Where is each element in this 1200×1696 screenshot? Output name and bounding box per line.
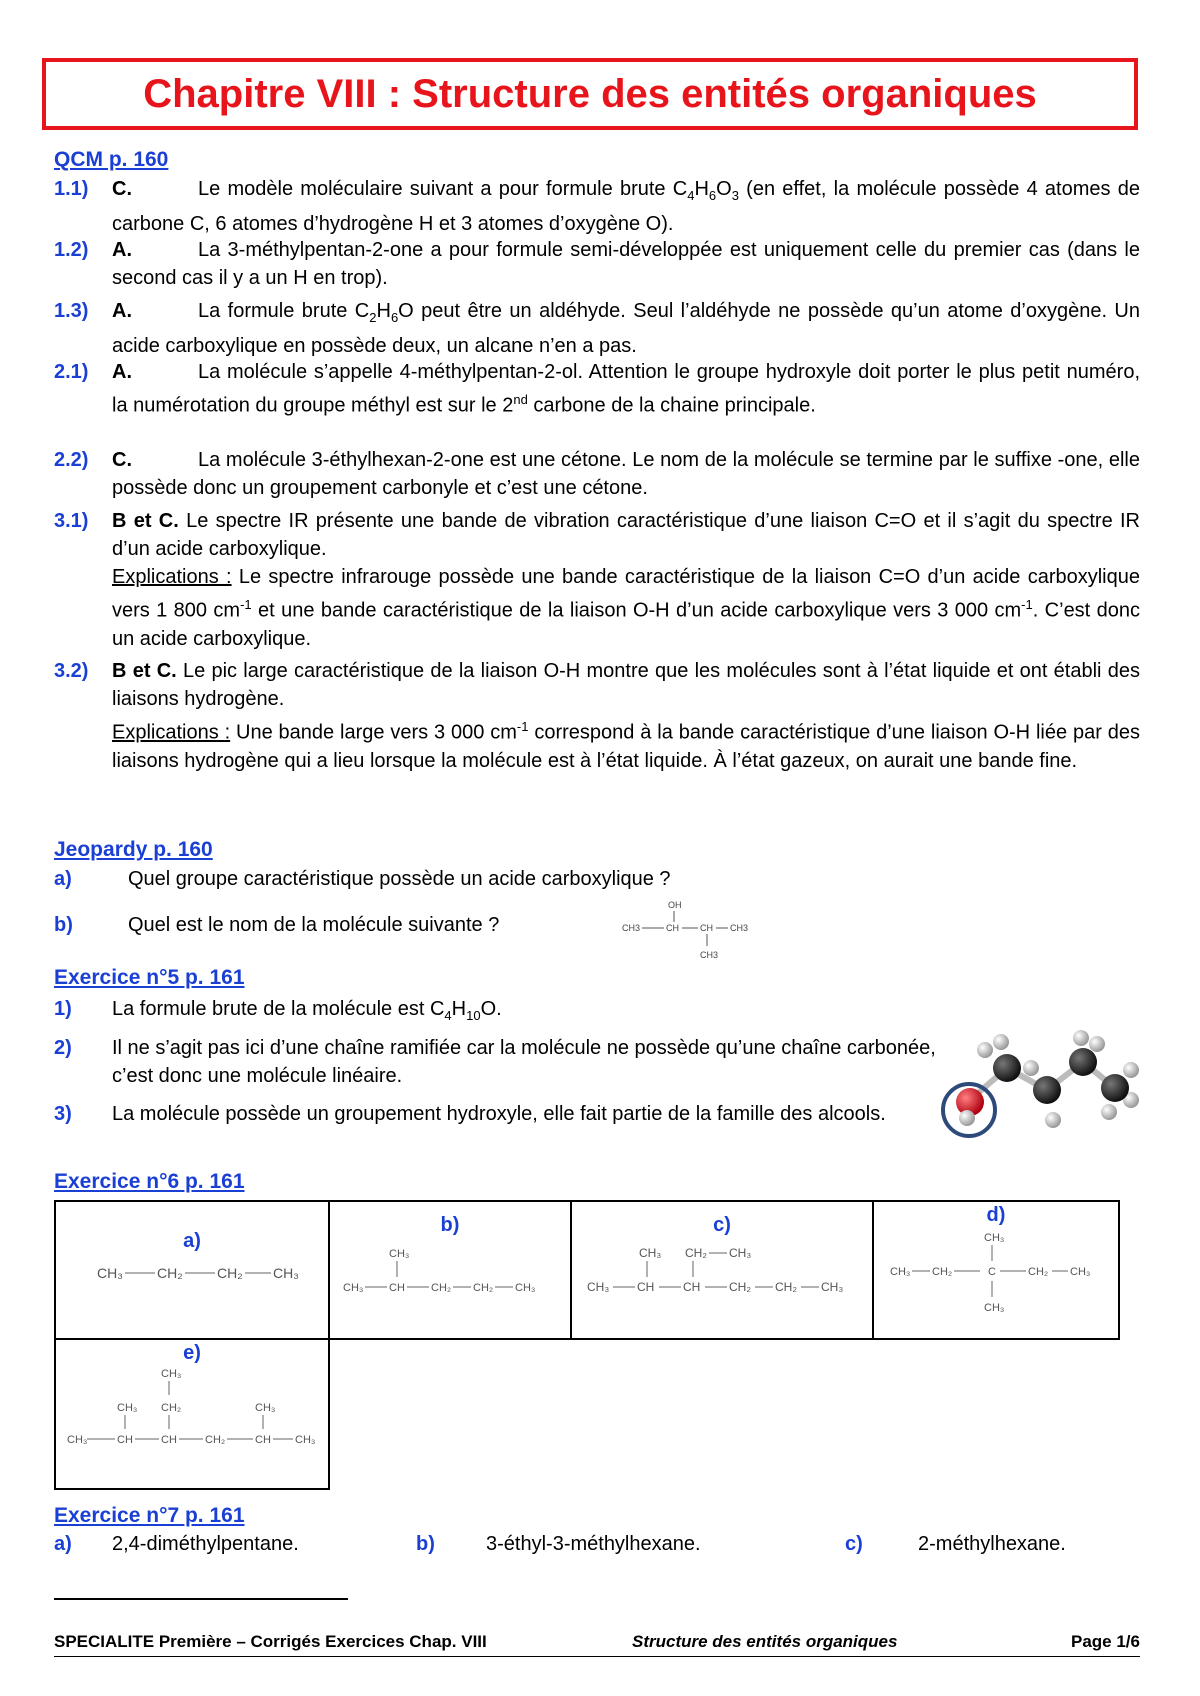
svg-text:CH: CH — [255, 1434, 271, 1446]
ch3-label: CH3 — [700, 950, 719, 960]
item-number: 1) — [54, 998, 72, 1020]
item-text: et une bande caractéristique de la liaison O-H d’un acide carboxylique vers 3 000 cm — [251, 599, 1022, 622]
svg-text:CH₂: CH₂ — [729, 1280, 751, 1294]
sub: 4 — [444, 1008, 452, 1023]
svg-text:CH: CH — [683, 1280, 701, 1294]
svg-text:CH₂: CH₂ — [205, 1434, 226, 1446]
svg-text:CH₂: CH₂ — [1028, 1266, 1049, 1278]
item-number: 3.2) — [54, 660, 89, 682]
item-text: . C’est donc un acide carboxylique. — [112, 599, 1140, 650]
ch-label: CH — [666, 923, 679, 933]
ex7-a-label: a) — [54, 1533, 72, 1555]
chapter-title-box — [42, 58, 1138, 130]
item-answer: A. — [112, 361, 132, 383]
ex7-c-text: 2-méthylhexane. — [918, 1533, 1066, 1555]
qcm-item-2-1 — [54, 358, 1140, 420]
oh-label: OH — [668, 900, 682, 910]
item-text: O — [716, 178, 732, 200]
item-text: Le spectre IR présente une bande de vibration caractéristique d’une liaison C=O et il s’agit du spectre IR d’un acide carboxylique. — [112, 510, 1140, 560]
ch-label: CH — [700, 923, 713, 933]
cell-label: c) — [713, 1214, 731, 1236]
ex7-c-label: c) — [845, 1533, 863, 1555]
qcm-item-1-2 — [54, 236, 1140, 292]
cell-label: a) — [183, 1230, 201, 1252]
jeopardy-a-text: Quel groupe caractéristique possède un acide carboxylique ? — [128, 868, 671, 890]
item-text: H — [694, 178, 709, 200]
ball-and-stick-molecule-image — [935, 1030, 1155, 1150]
qcm-item-3-1 — [54, 507, 1140, 653]
item-text: La molécule s’appelle 4-méthylpentan-2-ol. Attention le groupe hydroxyle doit porter le plus petit numéro, la numérotation du groupe méthyl est sur le 2 — [112, 361, 1140, 417]
item-text: Le modèle moléculaire suivant a pour formule brute C — [198, 178, 688, 200]
item-text: O. — [480, 998, 502, 1020]
sub: 6 — [390, 310, 399, 325]
item-text: Il ne s’agit pas ici d’une chaîne ramifiée car la molécule ne possède qu’une chaîne carbonée, c’est donc une molécule linéaire. — [112, 1037, 936, 1087]
item-number: 1.3) — [54, 300, 89, 322]
item-text: correspond à la bande caractéristique d’une liaison O-H liée par des liaisons hydrogène qui a lieu lorsque la molécule est à l’état liquide. À l’état gazeux, on aurait une bande fine. — [112, 721, 1141, 772]
svg-text:CH₃: CH₃ — [984, 1232, 1005, 1244]
svg-text:CH₃: CH₃ — [255, 1402, 276, 1414]
ch3-label: CH3 — [622, 923, 641, 933]
jeopardy-b-label: b) — [54, 914, 73, 936]
formula-d — [876, 1227, 1116, 1323]
item-answer: A. — [112, 300, 132, 322]
svg-text:CH₂: CH₂ — [217, 1265, 243, 1281]
item-text: H — [451, 998, 467, 1020]
svg-text:CH: CH — [637, 1280, 655, 1294]
sub: 2 — [369, 310, 377, 325]
svg-text:CH₃: CH₃ — [1070, 1266, 1091, 1278]
explications-label: Explications : — [112, 566, 232, 588]
formula-a — [67, 1253, 317, 1293]
sub: 10 — [466, 1008, 481, 1023]
sub: 4 — [687, 188, 695, 203]
ex7-a-text: 2,4-diméthylpentane. — [112, 1533, 299, 1555]
jeopardy-a-label: a) — [54, 868, 72, 890]
svg-text:CH₂: CH₂ — [932, 1266, 953, 1278]
svg-text:CH₃: CH₃ — [515, 1282, 536, 1294]
svg-text:CH₃: CH₃ — [389, 1248, 410, 1260]
qcm-item-1-1 — [54, 175, 1140, 238]
item-text: Le spectre infrarouge possède une bande caractéristique de la liaison C=O d’un acide carboxylique vers 1 800 cm — [112, 566, 1140, 622]
item-text: La 3-méthylpentan-2-one a pour formule semi-développée est uniquement celle du premier cas (dans le second cas il y a un H en trop). — [112, 239, 1140, 289]
item-number: 3) — [54, 1103, 72, 1125]
ex5-item-2 — [54, 1034, 936, 1090]
sup: -1 — [1021, 597, 1033, 612]
footnote-separator — [54, 1598, 348, 1600]
formula-b — [335, 1237, 565, 1317]
ex5-heading: Exercice n°5 p. 161 — [54, 966, 245, 989]
svg-text:CH₃: CH₃ — [639, 1246, 662, 1260]
ex6-cell-e — [55, 1339, 329, 1489]
footer-mid: Structure des entités organiques — [632, 1632, 898, 1651]
qcm-item-3-2 — [54, 657, 1140, 775]
footer-left: SPECIALITE Première – Corrigés Exercices Chap. VIII — [54, 1632, 487, 1651]
sub: 3 — [731, 188, 739, 203]
ex6-cell-d — [873, 1201, 1119, 1339]
ex7-heading: Exercice n°7 p. 161 — [54, 1504, 245, 1527]
svg-text:CH₂: CH₂ — [473, 1282, 494, 1294]
item-text: H — [376, 300, 391, 322]
item-number: 1.2) — [54, 239, 89, 261]
ex6-cell-b — [329, 1201, 571, 1339]
item-answer: A. — [112, 239, 132, 261]
svg-text:CH₃: CH₃ — [67, 1434, 88, 1446]
jeopardy-heading: Jeopardy p. 160 — [54, 838, 213, 861]
cell-label: e) — [183, 1342, 201, 1364]
svg-text:CH₃: CH₃ — [117, 1402, 138, 1414]
item-number: 2.1) — [54, 361, 89, 383]
formula-e — [57, 1365, 327, 1481]
item-text: O peut être un aldéhyde. Seul l’aldéhyde ne possède qu’un atome d’oxygène. Un acide carboxylique en possède deux, un alcane n’en a pas. — [112, 300, 1140, 357]
item-text: La formule brute de la molécule est C — [112, 998, 445, 1020]
item-text: Le pic large caractéristique de la liaison O-H montre que les molécules sont à l’état liquide et ont établi des liaisons hydrogène. — [112, 660, 1140, 710]
svg-text:C: C — [988, 1266, 996, 1278]
item-answer: B et C. — [112, 660, 177, 682]
item-number: 2.2) — [54, 449, 89, 471]
svg-text:CH₃: CH₃ — [821, 1280, 844, 1294]
item-text: (en effet, la molécule possède 4 atomes de carbone C, 6 atomes d’hydrogène H et 3 atomes d’oxygène O). — [112, 178, 1140, 235]
qcm-item-2-2 — [54, 446, 1140, 502]
svg-text:CH₃: CH₃ — [273, 1265, 299, 1281]
svg-text:CH: CH — [161, 1434, 177, 1446]
jeopardy-b-text: Quel est le nom de la molécule suivante ? — [128, 914, 500, 936]
svg-text:CH₃: CH₃ — [587, 1280, 610, 1294]
item-answer: B et C. — [112, 510, 179, 532]
ex6-cell-c — [571, 1201, 873, 1339]
ex7-b-label: b) — [416, 1533, 435, 1555]
footer-page: Page 1/6 — [1071, 1632, 1140, 1651]
svg-text:CH: CH — [117, 1434, 133, 1446]
svg-text:CH₃: CH₃ — [295, 1434, 316, 1446]
svg-text:CH: CH — [389, 1282, 405, 1294]
chapter-title: Chapitre VIII : Structure des entités organiques — [143, 72, 1037, 116]
item-text: La formule brute C — [198, 300, 370, 322]
item-text: Une bande large vers 3 000 cm — [230, 721, 517, 744]
svg-text:CH₃: CH₃ — [984, 1302, 1005, 1314]
cell-label: d) — [986, 1204, 1006, 1226]
item-number: 1.1) — [54, 178, 89, 200]
sup: -1 — [240, 597, 252, 612]
svg-text:CH₃: CH₃ — [890, 1266, 911, 1278]
explications-label: Explications : — [112, 721, 231, 744]
ex5-item-3 — [54, 1100, 936, 1128]
svg-text:CH₂: CH₂ — [157, 1265, 183, 1281]
sub: 6 — [708, 188, 717, 203]
item-answer: C. — [112, 449, 132, 471]
svg-text:CH₃: CH₃ — [729, 1246, 752, 1260]
svg-text:CH₂: CH₂ — [685, 1246, 707, 1260]
svg-text:CH₃: CH₃ — [161, 1368, 182, 1380]
qcm-heading: QCM p. 160 — [54, 148, 169, 171]
footer-rule — [54, 1656, 1140, 1657]
formula-c — [577, 1237, 867, 1317]
item-number: 2) — [54, 1037, 72, 1059]
sup: -1 — [516, 719, 529, 734]
item-text: carbone de la chaine principale. — [527, 394, 816, 417]
svg-text:CH₂: CH₂ — [431, 1282, 452, 1294]
ex7-b-text: 3-éthyl-3-méthylhexane. — [486, 1533, 701, 1555]
svg-text:CH₂: CH₂ — [161, 1402, 182, 1414]
ex6-table — [54, 1200, 1120, 1490]
item-text: La molécule possède un groupement hydroxyle, elle fait partie de la famille des alcools. — [112, 1103, 886, 1125]
ex6-heading: Exercice n°6 p. 161 — [54, 1170, 245, 1193]
sup: nd — [513, 392, 528, 407]
svg-text:CH₂: CH₂ — [775, 1280, 797, 1294]
svg-text:CH₃: CH₃ — [343, 1282, 364, 1294]
ch3-label: CH3 — [730, 923, 749, 933]
cell-label: b) — [440, 1214, 460, 1236]
jeopardy-molecule-formula — [620, 898, 750, 964]
ex6-cell-a — [55, 1201, 329, 1339]
item-answer: C. — [112, 178, 132, 200]
svg-text:CH₃: CH₃ — [97, 1265, 123, 1281]
item-number: 3.1) — [54, 510, 89, 532]
ex5-item-1 — [54, 995, 954, 1030]
qcm-item-1-3 — [54, 297, 1140, 360]
item-text: La molécule 3-éthylhexan-2-one est une cétone. Le nom de la molécule se termine par le suffixe -one, elle possède donc un groupement carbonyle et c’est une cétone. — [112, 449, 1140, 499]
